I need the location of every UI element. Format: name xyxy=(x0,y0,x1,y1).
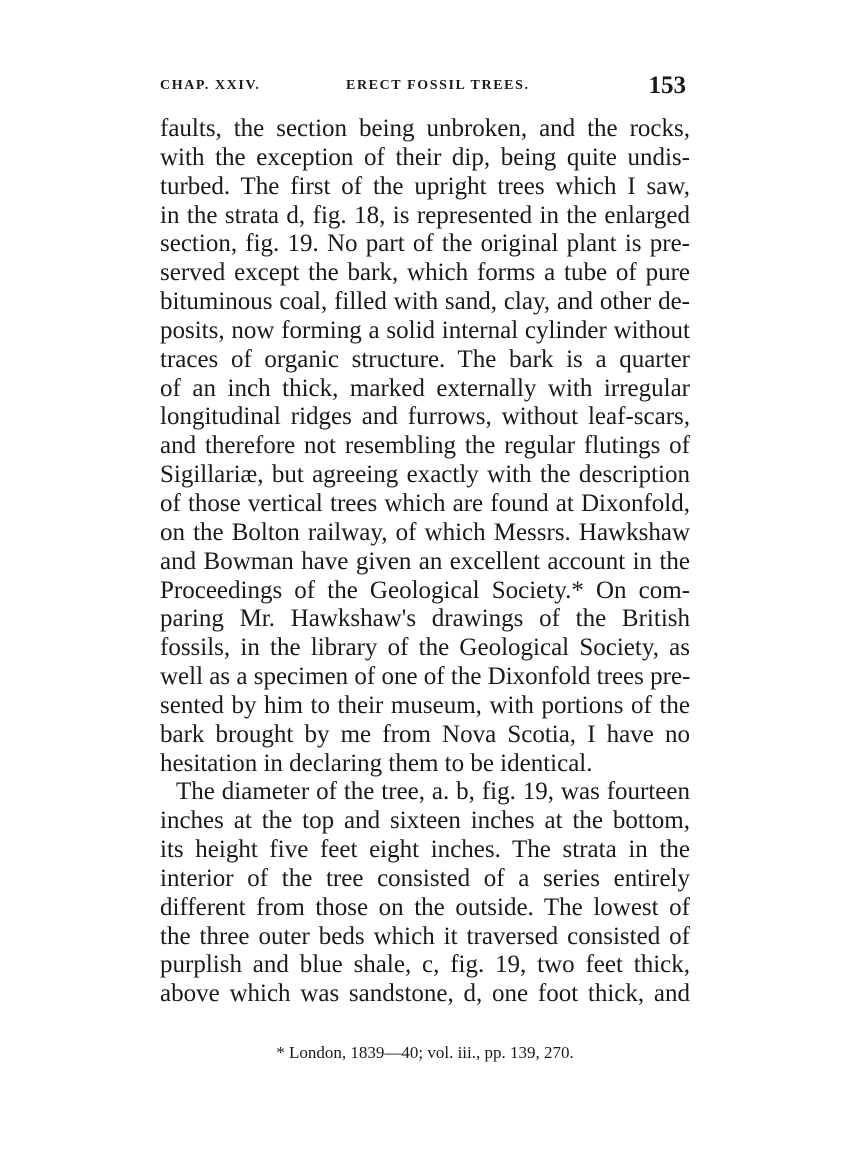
paragraph-start-line: The diameter of the tree, a. b, fig. 19, was fourteen xyxy=(176,778,690,806)
text-line: Sigillariæ, but agreeing exactly with the description xyxy=(160,461,690,489)
text-line: faults, the section being unbroken, and the rocks, xyxy=(160,115,690,142)
text-line: different from those on the outside. The lowest of xyxy=(160,893,690,921)
body-text xyxy=(160,115,690,1009)
text-line: section, fig. 19. No part of the original plant is pre- xyxy=(160,230,690,258)
text-line: bituminous coal, filled with sand, clay, and other de- xyxy=(160,288,690,316)
text-line: turbed. The first of the upright trees which I saw, xyxy=(160,172,690,200)
text-line: of those vertical trees which are found at Dixonfold, xyxy=(160,489,690,517)
running-header xyxy=(160,72,686,104)
footnote: * London, 1839—40; vol. iii., pp. 139, 270. xyxy=(276,1043,574,1062)
text-line: inches at the top and sixteen inches at the bottom, xyxy=(160,807,690,835)
text-line: served except the bark, which forms a tube of pure xyxy=(160,259,690,287)
chapter-label: CHAP. XXIV. xyxy=(160,78,261,93)
text-line: well as a specimen of one of the Dixonfold trees pre- xyxy=(160,663,691,691)
text-line: posits, now forming a solid internal cylinder without xyxy=(160,316,690,344)
text-line: the three outer beds which it traversed consisted of xyxy=(160,922,690,950)
text-line: in the strata d, fig. 18, is represented in the enlarged xyxy=(160,201,690,229)
text-line: traces of organic structure. The bark is a quarter xyxy=(160,345,690,373)
text-line: purplish and blue shale, c, fig. 19, two feet thick, xyxy=(160,951,690,979)
text-line: interior of the tree consisted of a series entirely xyxy=(160,864,690,892)
text-line: its height five feet eight inches. The strata in the xyxy=(160,836,690,864)
text-line: bark brought by me from Nova Scotia, I have no xyxy=(160,720,690,748)
text-line: paring Mr. Hawkshaw's drawings of the British xyxy=(160,605,690,633)
text-line: fossils, in the library of the Geological Society, as xyxy=(160,634,690,662)
text-line: on the Bolton railway, of which Messrs. Hawkshaw xyxy=(160,518,690,546)
text-line: with the exception of their dip, being quite undis- xyxy=(160,143,690,171)
text-line: of an inch thick, marked externally with irregular xyxy=(160,374,690,402)
page-number: 153 xyxy=(648,72,686,99)
text-line: Proceedings of the Geological Society.* On com- xyxy=(160,576,690,604)
text-line: and therefore not resembling the regular flutings of xyxy=(160,432,690,460)
text-line: and Bowman have given an excellent account in the xyxy=(160,547,690,575)
text-line: longitudinal ridges and furrows, without leaf-scars, xyxy=(160,403,690,431)
text-line: sented by him to their museum, with portions of the xyxy=(160,691,690,719)
running-title: ERECT FOSSIL TREES. xyxy=(346,78,530,93)
text-line: above which was sandstone, d, one foot thick, and xyxy=(160,980,690,1008)
paragraph-end-line: hesitation in declaring them to be identical. xyxy=(160,749,593,777)
